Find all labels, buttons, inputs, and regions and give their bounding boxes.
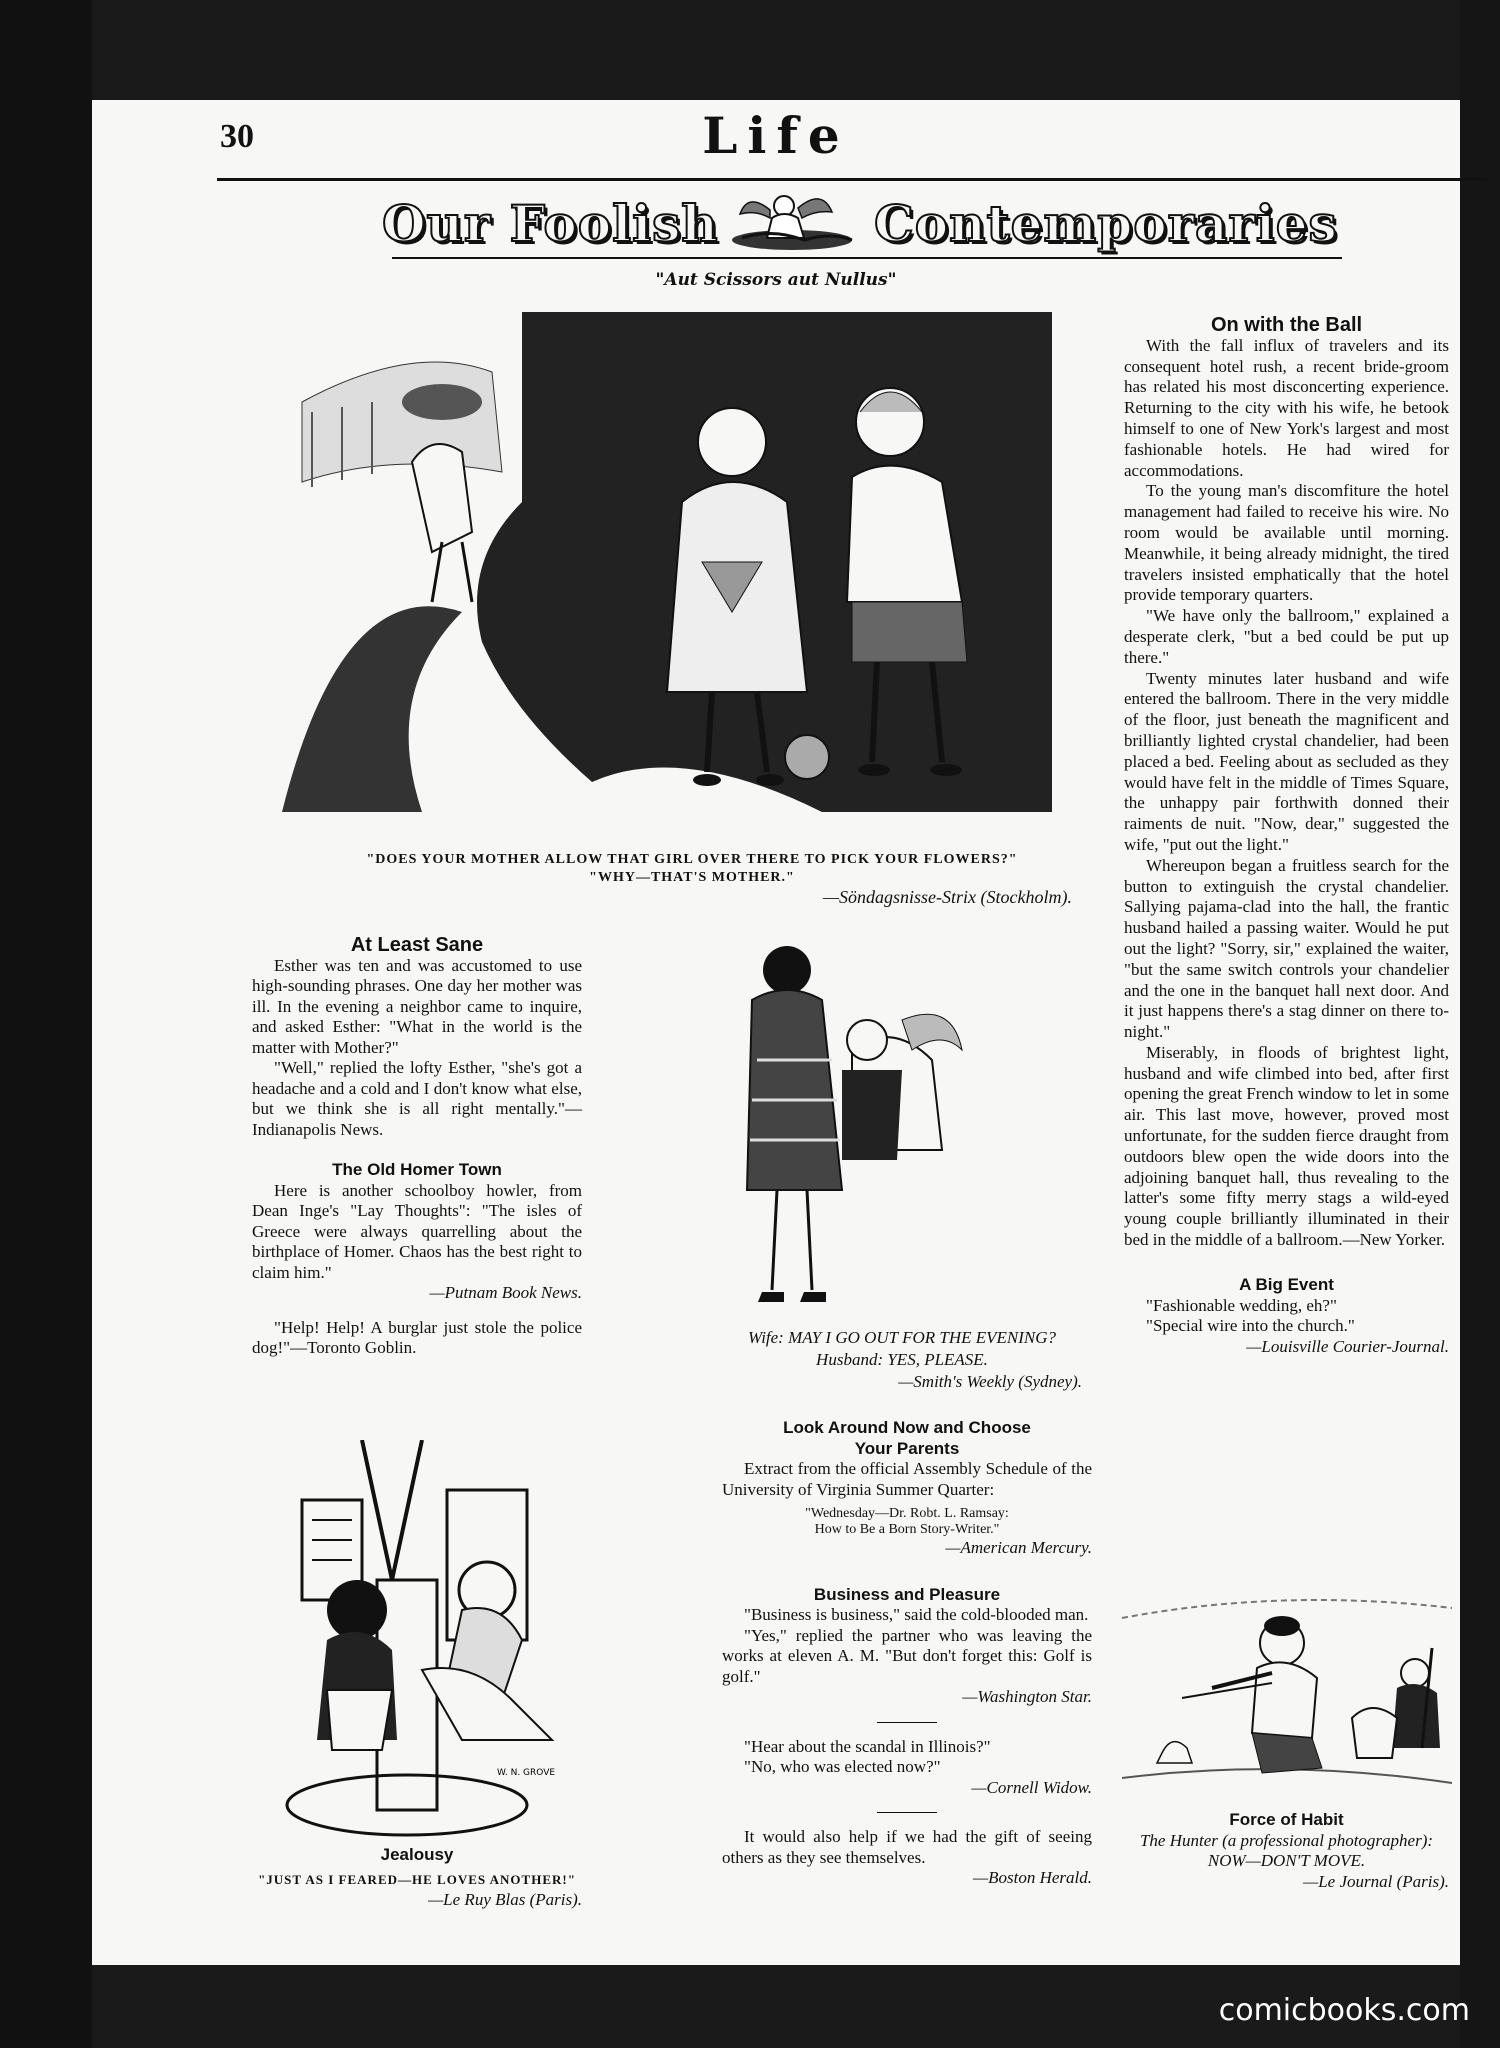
motto: "Aut Scissors aut Nullus": [655, 270, 897, 290]
look-around-quote-1: "Wednesday—Dr. Robt. L. Ramsay:: [805, 1506, 1009, 1521]
garden-cartoon-credit: —Söndagsnisse-Strix (Stockholm).: [823, 887, 1072, 907]
left-column: [252, 935, 582, 1359]
garden-cartoon-caption-1: "DOES YOUR MOTHER ALLOW THAT GIRL OVER THERE TO PICK YOUR FLOWERS?": [366, 852, 1018, 867]
wife-cartoon-illustration: [692, 940, 992, 1320]
scandal-line-1: "Hear about the scandal in Illinois?": [744, 1736, 991, 1756]
old-homer-town-p1: Here is another schoolboy howler, from Dean Inge's "Lay Thoughts": "The isles of Greece were always quarrelling about the birthplace of Homer. Chaos has the best right to claim him.": [252, 1180, 582, 1282]
magazine-page: [92, 100, 1460, 1965]
on-with-ball-p5: Whereupon began a fruitless search for the button to extinguish the crystal chandelier. Sallying pajama-clad into the hall, the frantic husband hailed a passing waiter. Would he put out the light? "Sorry, sir," explained the waiter, "but the same switch controls your chandelier and the one in the banquet hall next door. And it just happens there's a stag dinner on there to-night.": [1124, 855, 1449, 1042]
jealousy-cartoon-illustration: [272, 1440, 562, 1840]
header-underline: [392, 257, 1342, 259]
business-p1: "Business is business," said the cold-blooded man.: [744, 1605, 1089, 1624]
hunter-cartoon-illustration: [1122, 1568, 1452, 1798]
on-with-ball-p6: Miserably, in floods of brightest light, husband and wife climbed into bed, after first opening the great French window to let in some air. This last move, however, proved most unfortunate, for the sudden fierce draught from outdoors blew open the wide doors into the adjoining banquet hall, thus revealing to the latter's some fifty merry stags a wild-eyed young couple brilliantly illuminated in their bed in the middle of a ballroom.—New Yorker.: [1124, 1042, 1449, 1250]
cupid-reading-ornament: [712, 188, 872, 258]
masthead-title: Life: [702, 106, 850, 165]
jealousy-credit: —Le Ruy Blas (Paris).: [428, 1890, 582, 1909]
gift-p1: It would also help if we had the gift of seeing others as they see themselves.: [722, 1827, 1092, 1867]
on-with-ball-heading: On with the Ball: [1210, 314, 1363, 336]
wife-cartoon-line1: Wife: MAY I GO OUT FOR THE EVENING?: [747, 1328, 1057, 1347]
page-number: 30: [220, 118, 254, 155]
on-with-ball-p3: "We have only the ballroom," explained a desperate clerk, "but a bed could be put up there.": [1124, 606, 1449, 667]
on-with-ball-p4: Twenty minutes later husband and wife entered the ballroom. There in the very middle of the floor, just beneath the magnificent and brilliantly lighted crystal chandelier, had been placed a bed. Feeling about as secluded as they would have felt in the middle of Times Square, the unhappy pair forthwith donned their raiments de nuit. "Now, dear," suggested the wife, "put out the light.": [1124, 668, 1449, 854]
big-event-sig: —Louisville Courier-Journal.: [1246, 1337, 1449, 1357]
business-sig: —Washington Star.: [962, 1687, 1092, 1706]
wife-cartoon-line2: Husband: YES, PLEASE.: [816, 1350, 988, 1369]
big-event-line-2: "Special wire into the church.": [1146, 1316, 1355, 1336]
scan-margin-right: [1460, 0, 1500, 2048]
force-of-habit-sig: —Le Journal (Paris).: [1303, 1871, 1449, 1891]
on-with-ball-p1: With the fall influx of travelers and its consequent hotel rush, a recent bride-groom has related his most disconcerting experience. Returning to the city with his wife, he betook himself to one of New York's largest and most fashionable hotels. He had wired for accommodations.: [1124, 335, 1449, 480]
look-around-heading-2: Your Parents: [854, 1438, 960, 1458]
scandal-sig: —Cornell Widow.: [971, 1777, 1092, 1797]
on-with-ball-p2: To the young man's discomfiture the hotel management had failed to receive his wire. No room would be available until morning. Meanwhile, it being already midnight, the tired travelers insisted emphatically that the hotel provide temporary quarters.: [1124, 481, 1449, 605]
jealousy-heading: Jealousy: [380, 1845, 454, 1864]
wife-cartoon-credit: —Smith's Weekly (Sydney).: [898, 1372, 1082, 1391]
big-event-line-1: "Fashionable wedding, eh?": [1146, 1295, 1337, 1315]
section-header: [382, 188, 1342, 263]
jealousy-artist-signature: W. N. GROVE: [497, 1768, 556, 1778]
at-least-sane-p1: Esther was ten and was accustomed to use high-sounding phrases. One day her mother was ill. In the evening a neighbor came to inquire, and asked Esther: "What in the world is the matter with Mother?": [252, 955, 582, 1057]
garden-cartoon-caption-2: "WHY—THAT'S MOTHER.": [589, 870, 795, 885]
header-word-contemporaries: Contemporaries: [874, 194, 1338, 253]
at-least-sane-heading: At Least Sane: [350, 934, 484, 956]
force-of-habit-block: [1124, 1810, 1449, 1892]
jealousy-caption: "JUST AS I FEARED—HE LOVES ANOTHER!": [258, 1872, 576, 1887]
old-homer-town-heading: The Old Homer Town: [332, 1160, 502, 1179]
garden-cartoon-illustration: [262, 312, 1052, 812]
right-column: [1124, 315, 1449, 1358]
business-p2: "Yes," replied the partner who was leaving the works at eleven A. M. "But don't forget this: Golf is golf.": [722, 1625, 1092, 1686]
look-around-p1: Extract from the official Assembly Schedule of the University of Virginia Summer Quarter:: [722, 1459, 1092, 1499]
separator-rule: [877, 1722, 937, 1723]
masthead-rule: [217, 178, 1487, 181]
old-homer-town-sig: —Putnam Book News.: [429, 1283, 582, 1302]
center-column: [722, 1418, 1092, 1889]
look-around-sig: —American Mercury.: [945, 1538, 1092, 1557]
big-event-heading: A Big Event: [1239, 1274, 1334, 1294]
look-around-quote-2: How to Be a Born Story-Writer.": [814, 1522, 1000, 1537]
site-watermark: comicbooks.com: [1218, 1993, 1470, 2028]
force-of-habit-heading: Force of Habit: [1229, 1810, 1344, 1829]
business-heading: Business and Pleasure: [813, 1584, 1001, 1604]
force-of-habit-line-1: The Hunter (a professional photographer): NOW—DON'T MOVE.: [1139, 1830, 1434, 1870]
look-around-heading-1: Look Around Now and Choose: [783, 1418, 1031, 1437]
scandal-line-2: "No, who was elected now?": [744, 1757, 941, 1776]
gift-sig: —Boston Herald.: [973, 1868, 1092, 1887]
scan-margin-left: [0, 0, 92, 2048]
header-word-our-foolish: Our Foolish: [382, 194, 719, 253]
separator-rule: [877, 1812, 937, 1813]
at-least-sane-p2: "Well," replied the lofty Esther, "she's got a headache and a cold and I don't know what else, but we think she is all right mentally."—Indianapolis News.: [252, 1058, 582, 1139]
burglar-joke: "Help! Help! A burglar just stole the police dog!"—Toronto Goblin.: [252, 1317, 582, 1357]
